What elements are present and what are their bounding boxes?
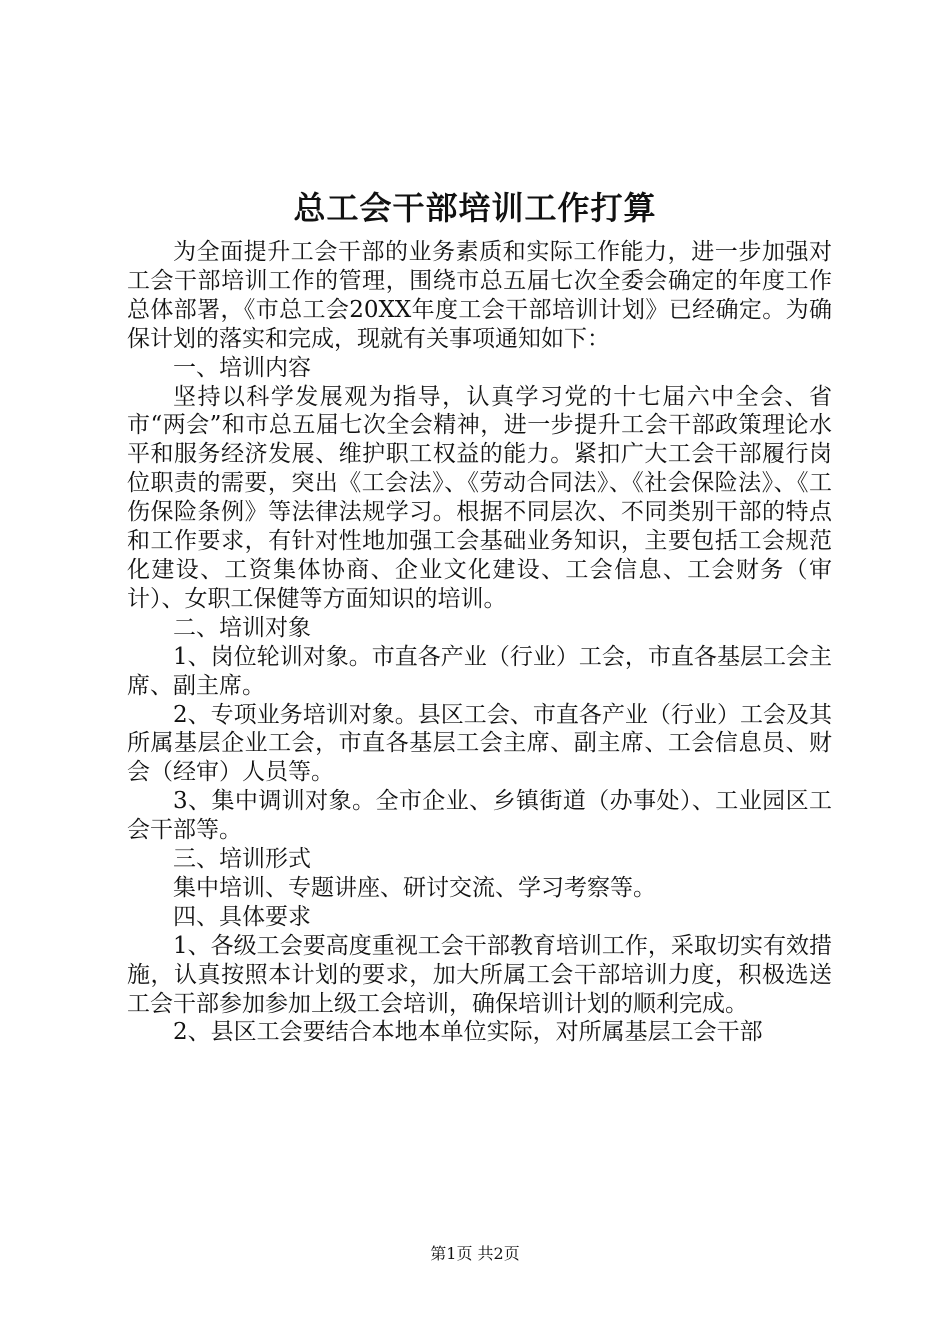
intro-paragraph: 为全面提升工会干部的业务素质和实际工作能力，进一步加强对工会干部培训工作的管理，围绕市总五届七次全委会确定的年度工作总体部署，《市总工会20XX年度工会干部培训计划》已经确定。为确保计划的落实和完成，现就有关事项通知如下： [127,239,832,352]
page-footer: 第1页 共2页 [430,1244,520,1263]
paragraph-target-3: 3、集中调训对象。全市企业、乡镇街道（办事处）、工业园区工会干部等。 [127,788,832,844]
paragraph-requirement-1: 1、各级工会要高度重视工会干部教育培训工作，采取切实有效措施，认真按照本计划的要求，加大所属工会干部培训力度，积极选送工会干部参加参加上级工会培训，确保培训计划的顺利完成。 [127,932,832,1017]
paragraph-training-form: 集中培训、专题讲座、研讨交流、学习考察等。 [173,874,656,901]
paragraph-training-content: 坚持以科学发展观为指导，认真学习党的十七届六中全会、省市“两会”和市总五届七次全会精神，进一步提升工会干部政策理论水平和服务经济发展、维护职工权益的能力。紧扣广大工会干部履行岗位职责的需要，突出《工会法》、《劳动合同法》、《社会保险法》、《工伤保险条例》等法律法规学习。根据不同层次、不同类别干部的特点和工作要求，有针对性地加强工会基础业务知识，主要包括工会规范化建设、工资集体协商、企业文化建设、工会信息、工会财务（审计）、女职工保健等方面知识的培训。 [127,383,832,612]
section-heading-4: 四、具体要求 [173,903,311,930]
paragraph-target-1: 1、岗位轮训对象。市直各产业（行业）工会，市直各基层工会主席、副主席。 [127,643,832,699]
document-body [127,238,832,1047]
document-title: 总工会干部培训工作打算 [293,189,657,227]
paragraph-target-2: 2、专项业务培训对象。县区工会、市直各产业（行业）工会及其所属基层企业工会，市直各基层工会主席、副主席、工会信息员、财会（经审）人员等。 [127,701,832,786]
section-heading-2: 二、培训对象 [173,614,311,641]
section-heading-1: 一、培训内容 [173,354,311,381]
paragraph-requirement-2: 2、县区工会要结合本地本单位实际，对所属基层工会干部 [173,1019,763,1046]
section-heading-3: 三、培训形式 [173,846,311,873]
